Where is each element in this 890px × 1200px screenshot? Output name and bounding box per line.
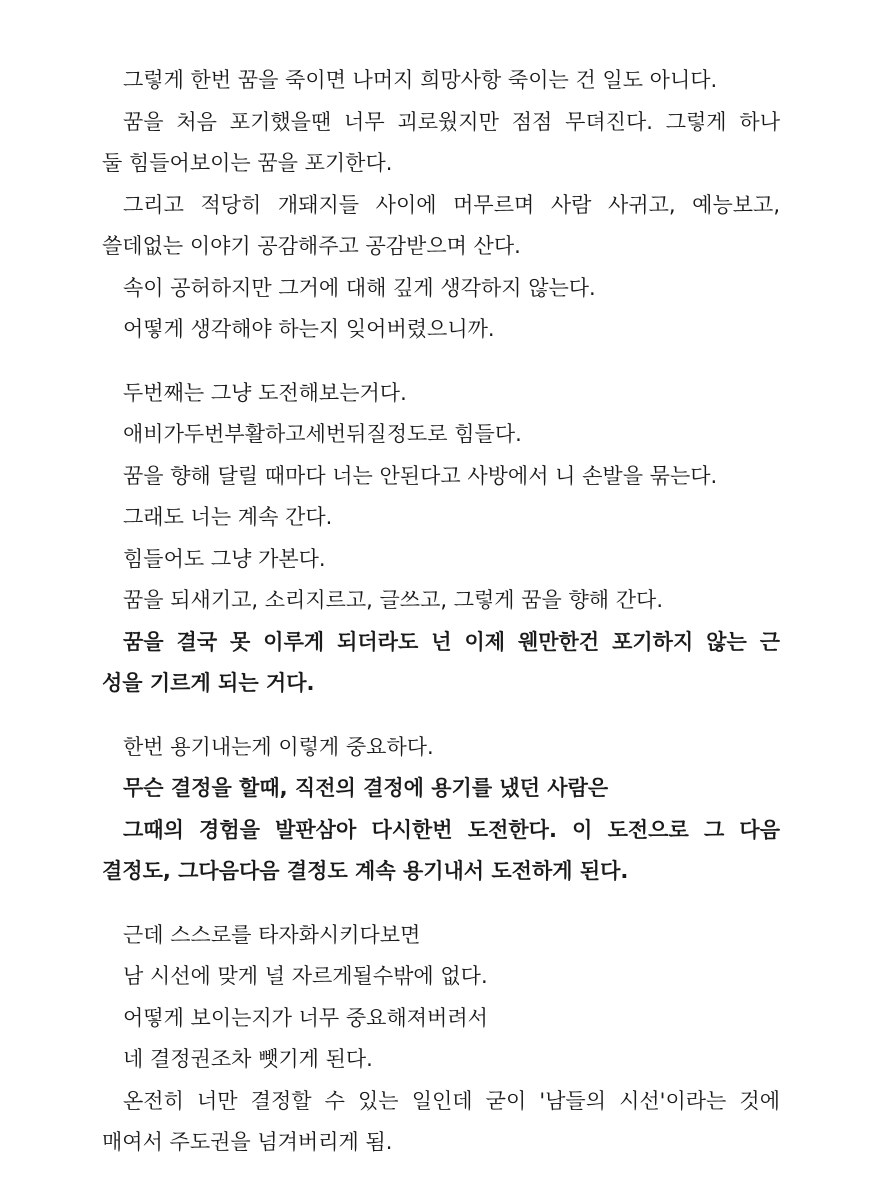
text-line: 속이 공허하지만 그거에 대해 깊게 생각하지 않는다. [123, 275, 596, 300]
document-body [102, 60, 780, 1186]
paragraph [102, 373, 780, 705]
text-line: 결정도, 그다음다음 결정도 계속 용기내서 도전하게 된다. [102, 859, 629, 883]
text-line: 두번째는 그냥 도전해보는거다. [123, 380, 407, 405]
text-line: 그렇게 한번 꿈을 죽이면 나머지 희망사항 죽이는 건 일도 아니다. [123, 68, 718, 92]
paragraph [102, 915, 780, 1164]
text-line: 애비가두번부활하고세번뒤질정도로 힘들다. [123, 422, 522, 446]
text-line: 네 결정권조차 뺏기게 된다. [123, 1047, 373, 1071]
text-line: 온전히 너만 결정할 수 있는 일인데 굳이 '남들의 시선'이라는 것에 [123, 1088, 780, 1113]
paragraph [102, 60, 780, 351]
text-line: 근데 스스로를 타자화시키다보면 [123, 922, 421, 947]
text-line: 꿈을 향해 달릴 때마다 너는 안된다고 사방에서 니 손발을 묶는다. [123, 463, 718, 488]
text-line: 남 시선에 맞게 널 자르게될수밖에 없다. [123, 964, 488, 988]
text-line: 힘들어도 그냥 가본다. [123, 546, 326, 571]
text-line: 그리고 적당히 개돼지들 사이에 머무르며 사람 사귀고, 예능보고, [123, 192, 780, 217]
text-line: 어떻게 생각해야 하는지 잊어버렸으니까. [123, 317, 495, 341]
text-line: 그래도 너는 계속 간다. [123, 505, 333, 529]
text-line: 꿈을 결국 못 이루게 되더라도 넌 이제 웬만한건 포기하지 않는 근 [123, 629, 780, 654]
paragraph [102, 727, 780, 893]
text-line: 꿈을 되새기고, 소리지르고, 글쓰고, 그렇게 꿈을 향해 간다. [123, 588, 664, 612]
text-line: 무슨 결정을 할때, 직전의 결정에 용기를 냈던 사람은 [123, 776, 609, 800]
text-line: 한번 용기내는게 이렇게 중요하다. [123, 734, 434, 759]
text-line: 꿈을 처음 포기했을땐 너무 괴로웠지만 점점 무뎌진다. 그렇게 하나 [123, 109, 780, 134]
text-line: 매여서 주도권을 넘겨버리게 됨. [102, 1130, 393, 1154]
text-line: 둘 힘들어보이는 꿈을 포기한다. [102, 151, 393, 175]
text-line: 성을 기르게 되는 거다. [102, 671, 315, 695]
text-line: 어떻게 보이는지가 너무 중요해져버려서 [123, 1005, 488, 1030]
text-line: 쓸데없는 이야기 공감해주고 공감받으며 산다. [102, 234, 521, 258]
text-line: 그때의 경험을 발판삼아 다시한번 도전한다. 이 도전으로 그 다음 [123, 817, 780, 842]
